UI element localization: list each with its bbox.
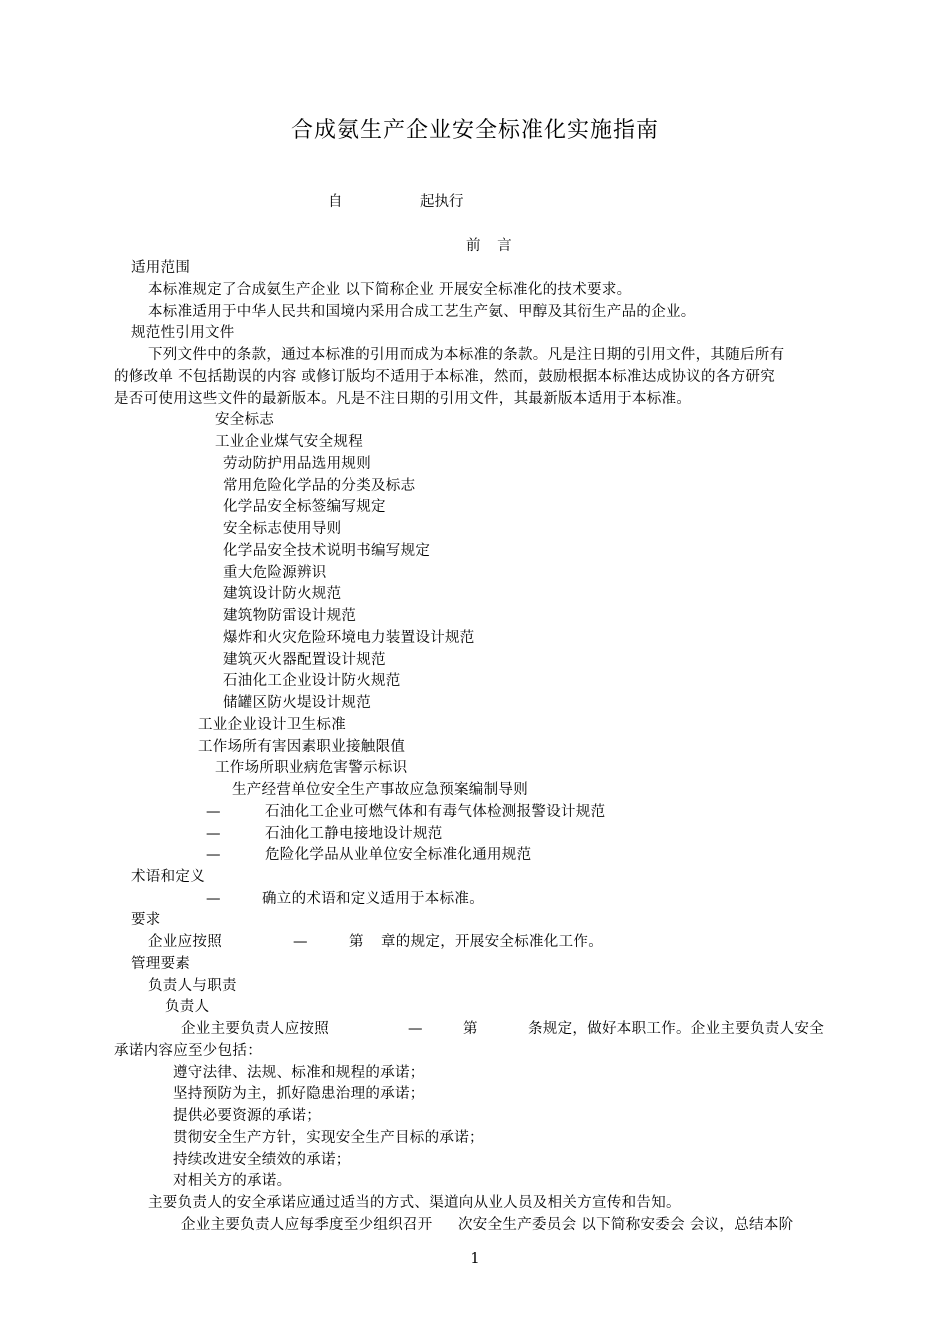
responsibility-heading: 负责人与职责 — [148, 978, 237, 994]
commitment-item: 提供必要资源的承诺； — [173, 1108, 321, 1124]
ref-item: 常用危险化学品的分类及标志 — [223, 478, 416, 494]
person-heading: 负责人 — [165, 999, 210, 1015]
commitment-item: 贯彻安全生产方针，实现安全生产目标的承诺； — [173, 1130, 484, 1146]
ref-item: 化学品安全技术说明书编写规定 — [223, 543, 431, 559]
commitment-item: 持续改进安全绩效的承诺； — [173, 1152, 351, 1168]
refs-paragraph-line-2: 的修改单 不包括勘误的内容 或修订版均不适用于本标准，然而，鼓励根据本标准达成协议的各方研究 — [114, 369, 776, 385]
ref-item: 工作场所有害因素职业接触限值 — [198, 739, 406, 755]
ref-item: 爆炸和火灾危险环境电力装置设计规范 — [223, 630, 475, 646]
exec-date-prefix: 自 — [328, 194, 343, 210]
terms-heading: 术语和定义 — [131, 869, 205, 885]
ref-item: 工业企业设计卫生标准 — [198, 717, 346, 733]
ref-dash-text: 危险化学品从业单位安全标准化通用规范 — [265, 847, 532, 863]
refs-heading: 规范性引用文件 — [131, 325, 235, 341]
commitment-item: 遵守法律、法规、标准和规程的承诺； — [173, 1065, 425, 1081]
meeting-text-a: 企业主要负责人应每季度至少组织召开 — [181, 1217, 433, 1233]
management-heading: 管理要素 — [131, 956, 191, 972]
commitment-item: 坚持预防为主，抓好隐患治理的承诺； — [173, 1086, 425, 1102]
ref-item: 建筑物防雷设计规范 — [223, 608, 357, 624]
req-text-a: 企业应按照 — [148, 934, 222, 950]
ref-item: 工业企业煤气安全规程 — [215, 434, 363, 450]
publicize-paragraph: 主要负责人的安全承诺应通过适当的方式、渠道向从业人员及相关方宣传和告知。 — [148, 1195, 681, 1211]
commitment-item: 对相关方的承诺。 — [173, 1173, 292, 1189]
req-text-c: 章的规定，开展安全标准化工作。 — [381, 934, 603, 950]
ref-item: 安全标志 — [215, 412, 275, 428]
ref-item: 工作场所职业病危害警示标识 — [215, 760, 408, 776]
terms-text: 确立的术语和定义适用于本标准。 — [262, 891, 484, 907]
dash: — — [293, 934, 308, 950]
person-text-b: 第 — [463, 1021, 478, 1037]
dash: — — [206, 804, 221, 820]
ref-dash-text: 石油化工静电接地设计规范 — [265, 826, 443, 842]
ref-dash-text: 石油化工企业可燃气体和有毒气体检测报警设计规范 — [265, 804, 606, 820]
dash: — — [206, 891, 221, 907]
scope-paragraph-1: 本标准规定了合成氨生产企业 以下简称企业 开展安全标准化的技术要求。 — [148, 282, 632, 298]
ref-item: 建筑设计防火规范 — [223, 586, 342, 602]
person-text-a: 企业主要负责人应按照 — [181, 1021, 329, 1037]
scope-paragraph-2: 本标准适用于中华人民共和国境内采用合成工艺生产氨、甲醇及其衍生产品的企业。 — [148, 304, 696, 320]
ref-item: 建筑灭火器配置设计规范 — [223, 652, 386, 668]
exec-date-suffix: 起执行 — [420, 194, 464, 210]
ref-item: 生产经营单位安全生产事故应急预案编制导则 — [232, 782, 528, 798]
ref-item: 安全标志使用导则 — [223, 521, 342, 537]
requirements-heading: 要求 — [131, 912, 161, 928]
meeting-text-b: 次安全生产委员会 以下简称安委会 会议，总结本阶 — [458, 1217, 794, 1233]
refs-paragraph-line-1: 下列文件中的条款，通过本标准的引用而成为本标准的条款。凡是注日期的引用文件，其随后所有 — [148, 347, 785, 363]
person-line-2: 承诺内容应至少包括： — [114, 1043, 262, 1059]
scope-heading: 适用范围 — [131, 260, 191, 276]
ref-item: 化学品安全标签编写规定 — [223, 499, 386, 515]
document-title: 合成氨生产企业安全标准化实施指南 — [290, 118, 659, 143]
preface-heading: 前 言 — [466, 238, 518, 254]
ref-item: 石油化工企业设计防火规范 — [223, 673, 401, 689]
ref-item: 储罐区防火堤设计规范 — [223, 695, 371, 711]
page-number: 1 — [470, 1251, 480, 1267]
person-text-c: 条规定，做好本职工作。企业主要负责人安全 — [528, 1021, 824, 1037]
ref-item: 劳动防护用品选用规则 — [223, 456, 371, 472]
dash: — — [408, 1021, 423, 1037]
refs-paragraph-line-3: 是否可使用这些文件的最新版本。凡是不注日期的引用文件，其最新版本适用于本标准。 — [114, 391, 692, 407]
req-text-b: 第 — [349, 934, 364, 950]
dash: — — [206, 826, 221, 842]
dash: — — [206, 847, 221, 863]
ref-item: 重大危险源辨识 — [223, 565, 327, 581]
